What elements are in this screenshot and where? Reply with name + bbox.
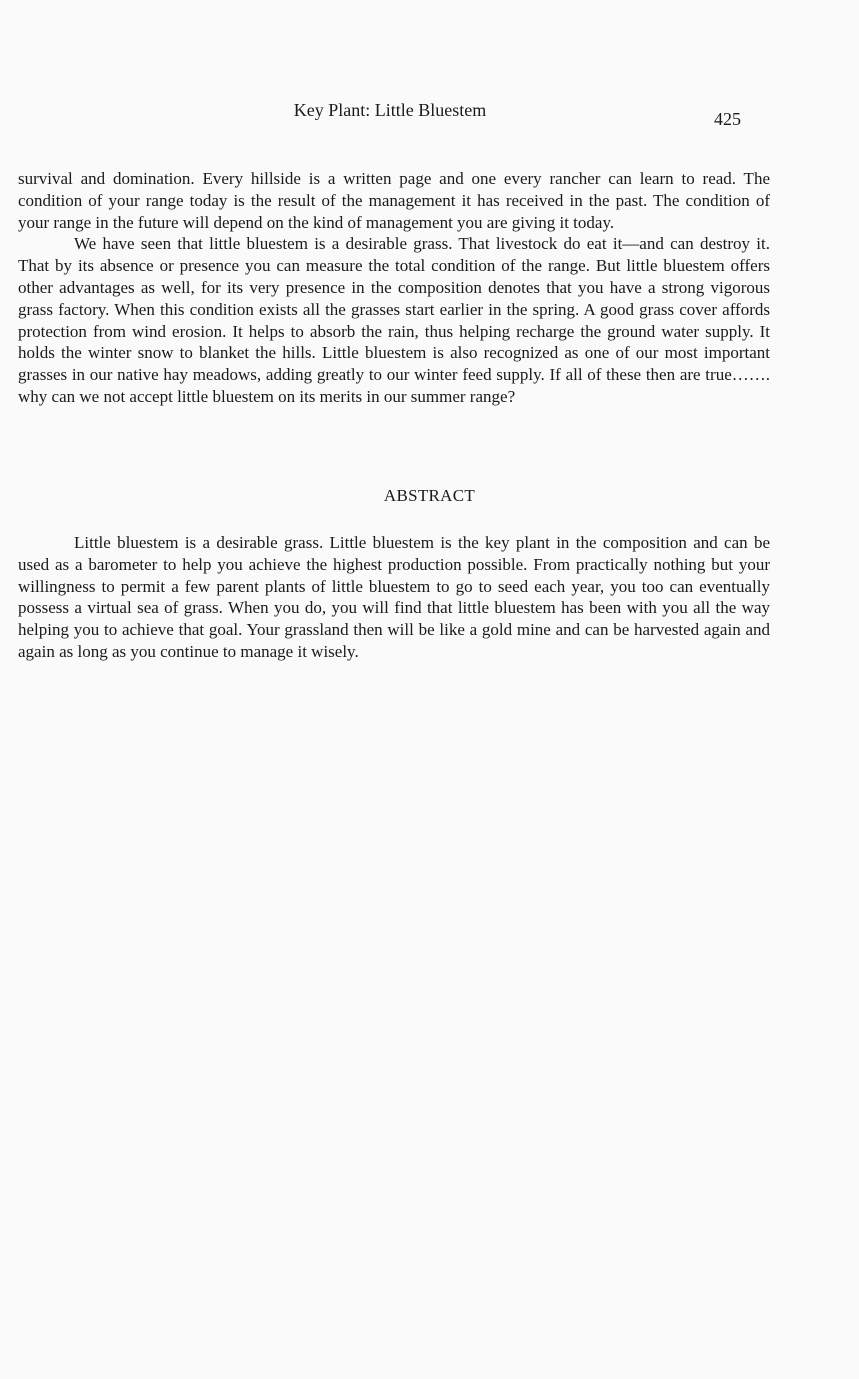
abstract-paragraph: Little bluestem is a desirable grass. Little bluestem is the key plant in the composition and can be used as a barometer to help you achieve the highest production possible. From practically nothing but your willingness to permit a few parent plants of little bluestem to go to seed each year, you too can eventually possess a virtual sea of grass. When you do, you will find that little bluestem has been with you all the way helping you to achieve that goal. Your grassland then will be like a gold mine and can be harvested again and again as long as you continue to manage it wisely. — [18, 533, 770, 661]
abstract-heading: ABSTRACT — [383, 486, 476, 505]
main-text — [18, 168, 770, 408]
abstract-section — [18, 532, 770, 663]
body-paragraph-2: We have seen that little bluestem is a desirable grass. That livestock do eat it—and can destroy it. That by its absence or presence you can measure the total condition of the range. But little bluestem offers other advantages as well, for its very presence in the composition denotes that you have a strong vigorous grass factory. When this condition exists all the grasses start earlier in the spring. A good grass cover affords protection from wind erosion. It helps to absorb the rain, thus helping recharge the ground water supply. It holds the winter snow to blanket the hills. Little bluestem is also recognized as one of our most important grasses in our native hay meadows, adding greatly to our winter feed supply. If all of these then are true……. why can we not accept little bluestem on its merits in our summer range? — [18, 234, 770, 406]
page-number: 425 — [714, 109, 741, 129]
body-paragraph-1: survival and domination. Every hillside is a written page and one every rancher can learn to read. The condition of your range today is the result of the management it has received in the past. The condition of your range in the future will depend on the kind of management you are giving it today. — [18, 169, 770, 232]
running-title: Key Plant: Little Bluestem — [293, 100, 487, 120]
